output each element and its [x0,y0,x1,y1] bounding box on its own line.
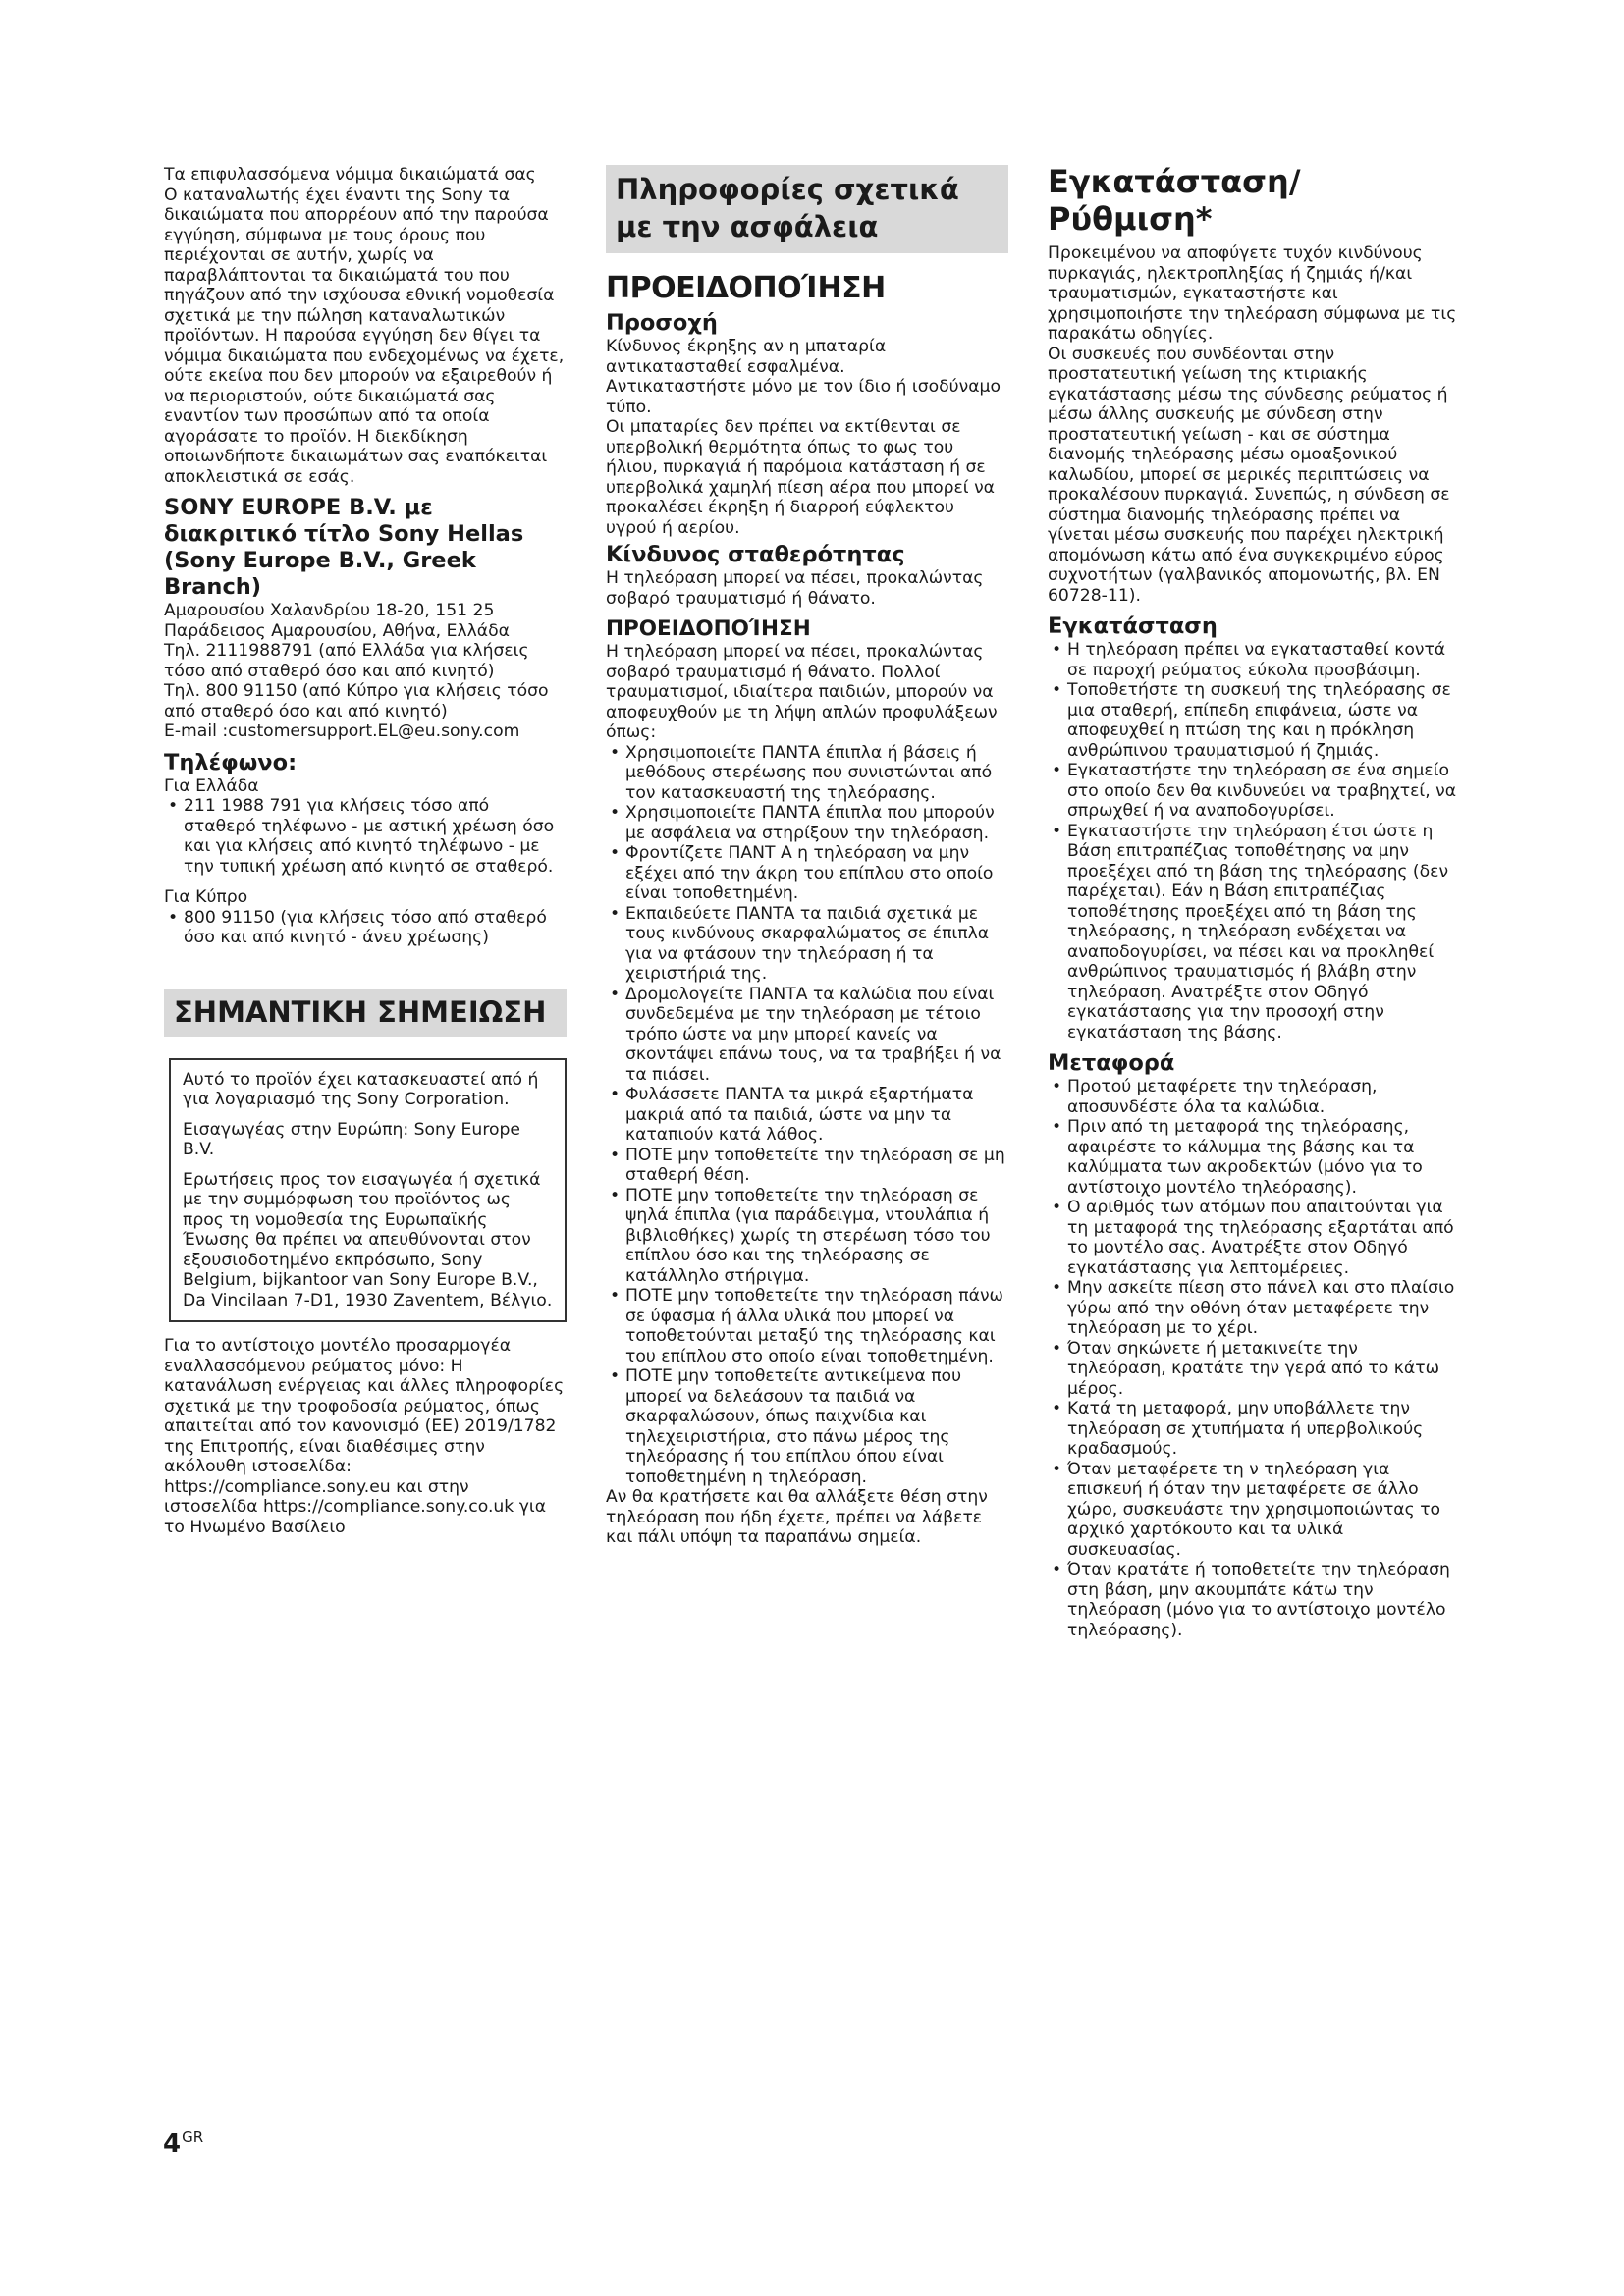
caution-paragraph: Κίνδυνος έκρηξης αν η μπαταρία αντικατασταθεί εσφαλμένα. [606,337,887,377]
list-item: • Εγκαταστήστε την τηλεόραση έτσι ώστε η Βάση επιτραπέζιας τοποθέτησης να μην προεξέχει από τη βάση της τηλεόρασης (δεν παρέχεται). Εάν η Βάση επιτραπέζιας τοποθέτησης προεξέχει από τη βάση της τηλεόρασης, η τηλεόραση ενδέχεται να αναποδογυρίσει, να πέσει και να προκληθεί ανθρώπινος τραυματισμός ή βλάβη στην τηλεόραση. Ανατρέξτε στον Οδηγό εγκατάστασης για την προσοχή στην εγκατάσταση της βάσης. [1048,822,1460,1043]
list-item: • Προτού μεταφέρετε την τηλεόραση, αποσυνδέστε όλα τα καλώδια. [1048,1077,1460,1117]
box-paragraph: Εισαγωγέας στην Ευρώπη: Sony Europe B.V. [183,1119,521,1159]
warning2-list [606,743,1008,1488]
page-number-value: 4 [163,2129,182,2159]
installation-setup-heading: Εγκατάσταση/Ρύθμιση* [1048,163,1301,238]
caution-heading: Προσοχή [606,310,718,336]
list-item: • Φυλάσσετε ΠΑΝΤΑ τα μικρά εξαρτήματα μακριά από τα παιδιά, ώστε να μην τα καταπιούν κατά λάθος. [606,1085,1008,1146]
phone-heading: Τηλέφωνο: [164,749,298,775]
company-heading: SONY EUROPE B.V. με διακριτικό τίτλο Sony Hellas (Sony Europe B.V., Greek Branch) [164,495,524,600]
transport-list [1048,1077,1460,1640]
list-item: • Εγκαταστήστε την τηλεόραση σε ένα σημείο στο οποίο δεν θα κινδυνεύει να τραβηχτεί, να σπρωχθεί ή να αναποδογυρίσει. [1048,761,1460,822]
list-item: • Χρησιμοποιείτε ΠΑΝΤΑ έπιπλα ή βάσεις ή μεθόδους στερέωσης που συνιστώνται από τον κατασκευαστή της τηλεόρασης. [606,743,1008,804]
caution-paragraph: Οι μπαταρίες δεν πρέπει να εκτίθενται σε υπερβολική θερμότητα όπως το φως του ήλιου, πυρκαγιά ή παρόμοια κατάσταση ή σε υπερβολικά χαμηλή πίεση αέρα που μπορεί να προκαλέσει έκρηξη ή διαρροή εύφλεκτου υγρού ή αερίου. [606,417,996,538]
warning2-paragraph: Η τηλεόραση μπορεί να πέσει, προκαλώντας σοβαρό τραυματισμό ή θάνατο. Πολλοί τραυματισμοί, ιδιαίτερα παιδιών, μπορούν να αποφευχθούν με τη λήψη απλών προφυλάξεων όπως: [606,642,998,742]
important-notice-heading: ΣΗΜΑΝΤΙΚΗ ΣΗΜΕΙΩΣΗ [164,989,567,1037]
closing-paragraph: Αν θα κρατήσετε και θα αλλάξετε θέση στην τηλεόραση που ήδη έχετε, πρέπει να λάβετε και πάλι υπόψη τα παραπάνω σημεία. [606,1487,988,1547]
list-item: • ΠΟΤΕ μην τοποθετείτε την τηλεόραση πάνω σε ύφασμα ή άλλα υλικά που μπορεί να τοποθετούνται μεταξύ της τηλεόρασης και του επίπλου στο οποίο είναι τοποθετημένη. [606,1286,1008,1366]
language-code: GR [182,2128,204,2146]
safety-heading: Πληροφορίες σχετικά με την ασφάλεια [606,165,1008,253]
warning-heading: ΠΡΟΕΙΔΟΠΟΊΗΣΗ [606,271,886,305]
stability-paragraph: Η τηλεόραση μπορεί να πέσει, προκαλώντας σοβαρό τραυματισμό ή θάνατο. [606,568,984,609]
list-item: • 211 1988 791 για κλήσεις τόσο από σταθερό τηλέφωνο - με αστική χρέωση όσο και για κλήσεις από κινητό τηλέφωνο - με την τυπική χρέωση από κινητό σε σταθερό. [164,796,567,877]
column-right [1048,165,1460,1640]
rights-title: Τα επιφυλασσόμενα νόμιμα δικαιώματά σας [164,165,536,185]
list-item: • Όταν σηκώνετε ή μετακινείτε την τηλεόραση, κρατάτε την γερά από το κάτω μέρος. [1048,1339,1460,1400]
list-item: • 800 91150 (για κλήσεις τόσο από σταθερό όσο και από κινητό - άνευ χρέωσης) [164,908,567,948]
list-item: • Όταν μεταφέρετε τη ν τηλεόραση για επισκευή ή όταν την μεταφέρετε σε άλλο χώρο, συσκευάστε την χρησιμοποιώντας το αρχικό χαρτόκουτο και τα υλικά συσκευασίας. [1048,1460,1460,1561]
list-item: • Μην ασκείτε πίεση στο πάνελ και στο πλαίσιο γύρω από την οθόνη όταν μεταφέρετε την τηλεόραση με το χέρι. [1048,1278,1460,1339]
intro-paragraph: Προκειμένου να αποφύγετε τυχόν κινδύνους πυρκαγιάς, ηλεκτροπληξίας ή ζημιάς ή/και τραυματισμών, εγκαταστήστε και χρησιμοποιήστε την τηλεόραση σύμφωνα με τις παρακάτω οδηγίες. [1048,243,1457,344]
company-address: Αμαρουσίου Χαλανδρίου 18-20, 151 25 Παράδεισος Αμαρουσίου, Αθήνα, Ελλάδα [164,601,510,641]
list-item: • ΠΟΤΕ μην τοποθετείτε την τηλεόραση σε μη σταθερή θέση. [606,1146,1008,1186]
list-item: • Τοποθετήστε τη συσκευή της τηλεόρασης σε μια σταθερή, επίπεδη επιφάνεια, ώστε να αποφευχθεί η πτώση της και η πρόκληση ανθρώπινου τραυματισμού ή ζημιάς. [1048,680,1460,761]
list-item: • Όταν κρατάτε ή τοποθετείτε την τηλεόραση στη βάση, μην ακουμπάτε κάτω την τηλεόραση (μόνο για το αντίστοιχο μοντέλο τηλεόρασης). [1048,1560,1460,1640]
caution-paragraph: Αντικαταστήστε μόνο με τον ίδιο ή ισοδύναμο τύπο. [606,377,1001,417]
list-item: • Η τηλεόραση πρέπει να εγκατασταθεί κοντά σε παροχή ρεύματος εύκολα προσβάσιμη. [1048,640,1460,680]
cyprus-phone-list [164,908,567,948]
phone-cyprus-line: Τηλ. 800 91150 (από Κύπρο για κλήσεις τόσο από σταθερό όσο και από κινητό) [164,681,549,721]
importer-notice-box [169,1058,567,1323]
list-item: • Κατά τη μεταφορά, μην υποβάλλετε την τηλεόραση σε χτυπήματα ή υπερβολικούς κραδασμούς. [1048,1399,1460,1460]
list-item: • ΠΟΤΕ μην τοποθετείτε αντικείμενα που μπορεί να δελεάσουν τα παιδιά να σκαρφαλώσουν, όπως παιχνίδια και τηλεχειριστήρια, στο πάνω μέρος της τηλεόρασης ή του επίπλου όπου είναι τοποθετημένη η τηλεόραση. [606,1366,1008,1487]
intro-paragraph: Οι συσκευές που συνδέονται στην προστατευτική γείωση της κτιριακής εγκατάστασης μέσω της σύνδεσης ρεύματος ή μέσω άλλης συσκευής με σύνδεση στην προστατευτική γείωση - και σε σύστημα διανομής τηλεόρασης μέσω ομοαξονικού καλωδίου, μπορεί σε μερικές περιπτώσεις να προκαλέσουν πυρκαγιά. Συνεπώς, η σύνδεση σε σύστημα διανομής τηλεόρασης πρέπει να γίνεται μέσω συσκευής που παρέχει ηλεκτρική απομόνωση κάτω από ένα συγκεκριμένο εύρος συχνοτήτων (γαλβανικός απομονωτής, βλ. EN 60728-11). [1048,344,1450,606]
support-email: E-mail :customersupport.EL@eu.sony.com [164,721,520,741]
page-number [163,2128,203,2159]
box-paragraph: Αυτό το προϊόν έχει κατασκευαστεί από ή για λογαριασμό της Sony Corporation. [183,1069,539,1109]
spacer [164,948,567,989]
list-item: • Χρησιμοποιείτε ΠΑΝΤΑ έπιπλα που μπορούν με ασφάλεια να στηρίξουν την τηλεόραση. [606,803,1008,843]
stability-heading: Κίνδυνος σταθερότητας [606,542,905,567]
column-left [164,165,567,1537]
list-item: • Εκπαιδεύετε ΠΑΝΤΑ τα παιδιά σχετικά με τους κινδύνους σκαρφαλώματος σε έπιπλα για να φτάσουν την τηλεόραση ή τα χειριστήριά της. [606,904,1008,985]
list-item: • Ο αριθμός των ατόμων που απαιτούνται για τη μεταφορά της τηλεόρασης εξαρτάται από το μοντέλο σας. Ανατρέξτε στον Οδηγό εγκατάστασης για λεπτομέρειες. [1048,1198,1460,1278]
box-paragraph: Ερωτήσεις προς τον εισαγωγέα ή σχετικά με την συμμόρφωση του προϊόντος ως προς τη νομοθεσία της Ευρωπαϊκής Ένωσης θα πρέπει να απευθύνονται στον εξουσιοδοτημένο εκπρόσωπο, Sony Belgium, bijkantoor van Sony Europe B.V., Da Vincilaan 7-D1, 1930 Zaventem, Βέλγιο. [183,1169,553,1310]
list-item: • Δρομολογείτε ΠΑΝΤΑ τα καλώδια που είναι συνδεδεμένα με την τηλεόραση με τέτοιο τρόπο ώστε να μην μπορεί κανείς να σκοντάψει επάνω τους, να τα τραβήξει ή να τα πιάσει. [606,985,1008,1086]
rights-paragraph: Ο καταναλωτής έχει έναντι της Sony τα δικαιώματα που απορρέουν από την παρούσα εγγύηση, σύμφωνα με τους όρους που περιέχονται σε αυτήν, χωρίς να παραβλάπτονται τα δικαιώματά του που πηγάζουν από την ισχύουσα εθνική νομοθεσία σχετικά με την πώληση καταναλωτικών προϊόντων. Η παρούσα εγγύηση δεν θίγει τα νόμιμα δικαιώματα που ενδεχομένως να έχετε, ούτε εκείνα που δεν μπορούν να εξαιρεθούν ή να περιοριστούν, ούτε δικαιώματά σας εναντίον των προσώπων από τα οποία αγοράσατε το προϊόν. Η διεκδίκηση οποιωνδήποτε δικαιωμάτων σας εναπόκειται αποκλειστικά σε εσάς. [164,185,565,487]
installation-list [1048,640,1460,1042]
list-item: • Πριν από τη μεταφορά της τηλεόρασης, αφαιρέστε το κάλυμμα της βάσης και τα καλύμματα των ακροδεκτών (μόνο για το αντίστοιχο μοντέλο τηλεόρασης). [1048,1117,1460,1198]
phone-greece-line: Τηλ. 2111988791 (από Ελλάδα για κλήσεις τόσο από σταθερό όσο και από κινητό) [164,641,529,681]
greece-phone-list [164,796,567,877]
list-item: • ΠΟΤΕ μην τοποθετείτε την τηλεόραση σε ψηλά έπιπλα (για παράδειγμα, ντουλάπια ή βιβλιοθήκες) χωρίς τη στερέωση τόσο του επίπλου όσο και της τηλεόρασης σε κατάλληλο στήριγμα. [606,1186,1008,1287]
transport-heading: Μεταφορά [1048,1050,1175,1076]
cyprus-label: Για Κύπρο [164,887,248,907]
installation-heading: Εγκατάσταση [1048,614,1218,639]
list-item: • Φροντίζετε ΠΑΝΤ Α η τηλεόραση να μην εξέχει από την άκρη του επίπλου στο οποίο είναι τοποθετημένη. [606,843,1008,904]
column-middle [606,165,1008,1548]
greece-label: Για Ελλάδα [164,775,259,796]
warning2-heading: ΠΡΟΕΙΔΟΠΟΊΗΣΗ [606,616,811,641]
adapter-paragraph: Για το αντίστοιχο μοντέλο προσαρμογέα εναλλασσόμενου ρεύματος μόνο: Η κατανάλωση ενέργειας και άλλες πληροφορίες σχετικά με την τροφοδοσία ρεύματος, όπως απαιτείται από τον κανονισμό (ΕΕ) 2019/1782 της Επιτροπής, είναι διαθέσιμες στην ακόλουθη ιστοσελίδα: https://compliance.sony.eu και στην ιστοσελίδα https://compliance.sony.co.uk για το Ηνωμένο Βασίλειο [164,1336,565,1537]
